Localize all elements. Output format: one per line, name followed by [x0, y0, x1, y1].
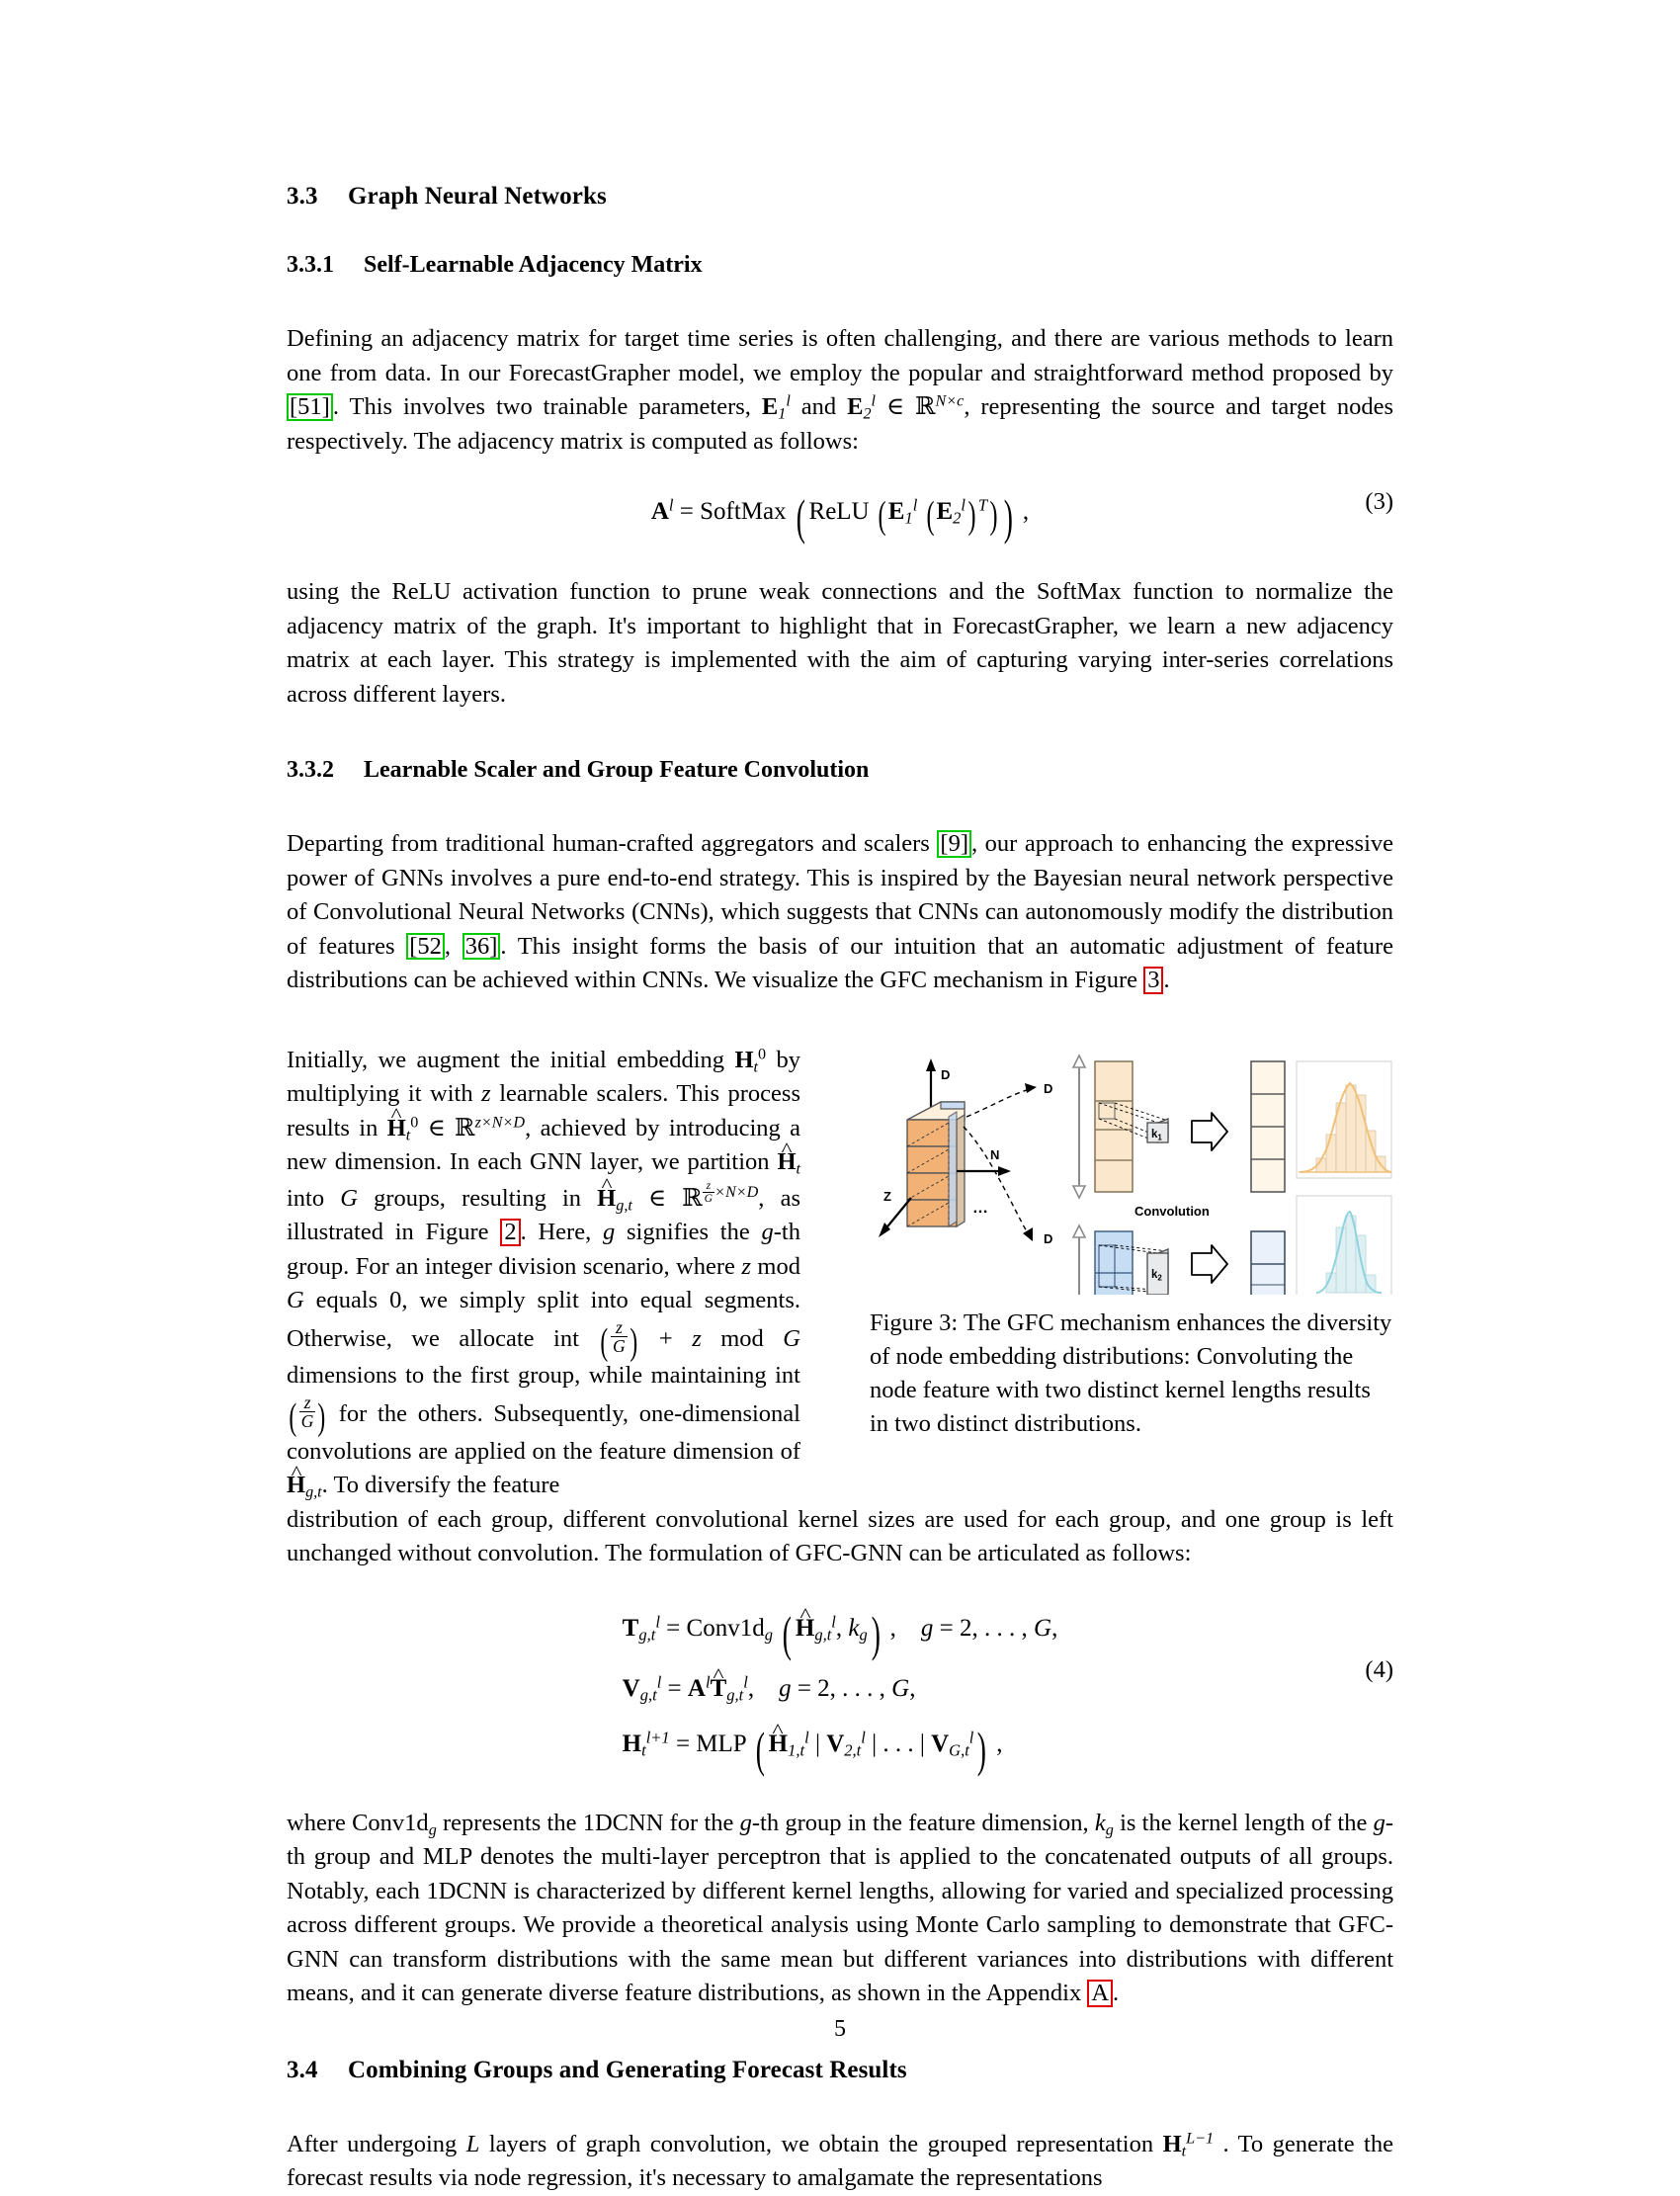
text-fragment: layers of graph convolution, we obtain the grouped representation [479, 2130, 1163, 2157]
math-g-3: g [739, 1809, 752, 1836]
text-fragment: , representing the source and target nodes respectively. The adjacency matrix is computed as follows: [287, 393, 1394, 455]
figure-3-graphic [870, 1048, 1393, 1295]
heading-section-3-4 [287, 2057, 1393, 2084]
figure-reference-3[interactable]: 3 [1143, 967, 1163, 994]
figure-reference-2[interactable]: 2 [500, 1219, 520, 1246]
text-fragment: Departing from traditional human-crafted aggregators and scalers [287, 830, 938, 857]
page-content [287, 183, 1393, 2196]
math-H-t-L-minus-1: $H_t^{L-1}$ [1162, 2130, 1215, 2160]
text-fragment: equals 0, we simply split into equal segments. Otherwise, we allocate int [287, 1287, 800, 1352]
convolution-label: Convolution [1134, 1203, 1210, 1219]
text-fragment: learnable scalers. This process results in [287, 1080, 800, 1141]
math-E2-l-in-R: $E_2^l$ ∈ ℝ$^{N\times c}$ [847, 392, 965, 423]
math-Hhat-t: ^ $H_t$ [777, 1148, 800, 1175]
text-fragment: for the others. Subsequently, one-dimensional convolutions are applied on the feature dimension of [287, 1399, 800, 1465]
text-fragment: . To diversify the feature [321, 1472, 560, 1499]
gfc-mechanism-diagram [870, 1048, 1393, 1295]
text-fragment: . This insight forms the basis of our intuition that an automatic adjustment of feature distributions can be achieved within CNNs. We visualize the GFC mechanism in Figure [287, 932, 1394, 993]
math-Hhat-g-t-2: ^ $H_{g,t}$ [287, 1472, 322, 1498]
top-convolution-row [1073, 1056, 1391, 1198]
math-int-z-over-G: ( $\frac{z}{G}$ ) [289, 1392, 326, 1439]
citation-9[interactable]: [9] [937, 830, 971, 858]
text-fragment: , our approach to enhancing the expressive power of GNNs involves a pure end-to-end strategy. This is inspired by the Bayesian neural network perspective of Convolutional Neural Networks (CNNs), which suggests that CNNs can autonomously modify the distribution of features [287, 830, 1394, 960]
equation-4-line-1: $T_{g,t}^l$ = $Conv1d_g$ ( ^ $H_{g,t}^l$, $k_g$) , g = 2, . . . , G, [623, 1615, 1058, 1642]
math-z: z [481, 1080, 491, 1107]
math-L: L [465, 2130, 480, 2157]
bottom-convolution-row [1073, 1196, 1391, 1295]
heading-section-3-3-1 [287, 252, 1393, 279]
svg-text:…: … [972, 1199, 988, 1217]
svg-text:D: D [1044, 1080, 1053, 1096]
math-z-mod-G: z mod G [287, 1252, 800, 1314]
paragraph-3-3-2-after-eq [287, 1807, 1393, 2011]
math-int-z-over-G-plus: ( $\frac{z}{G}$ ) + z mod G [600, 1316, 800, 1363]
equation-3-body: $A^l$ = SoftMax ( ReLU ($E_1^l$ $(E_2^l)$ $^T$) ) , [650, 489, 1030, 545]
spacer [287, 2084, 1393, 2128]
heading-section-3-3-2 [287, 757, 1393, 784]
text-fragment: by multiplying it with [287, 1046, 801, 1107]
svg-text:Z: Z [883, 1188, 891, 1204]
heading-section-3-3 [287, 183, 1393, 211]
spacer [287, 211, 1393, 252]
math-Hhat-t-0-in-R: ^ $H_t^0$ ∈ ℝ$^{z\times N\times D}$ [387, 1115, 525, 1141]
paragraph-3-3-1-after-eq: using the ReLU activation function to prune weak connections and the SoftMax function to normalize the adjacency matrix of the graph. It's important to highlight that in ForecastGrapher, we learn a new adjacency matrix at each layer. This strategy is implemented with the aim of capturing varying inter-series correlations across different layers. [287, 578, 1393, 708]
heading-3-3-2-number: 3.3.2 [287, 757, 334, 783]
text-fragment: . This involves two trainable parameters, [332, 393, 762, 420]
text-fragment: groups, resulting in [357, 1184, 598, 1212]
figure-3-caption-text: The GFC mechanism enhances the diversity of node embedding distributions: Convoluting the node feature with two distinct kernel lengths results in two distinct distributions. [870, 1309, 1392, 1437]
citation-36[interactable]: 36] [462, 933, 501, 961]
heading-3-3-2-title: Learnable Scaler and Group Feature Convolution [364, 757, 870, 783]
text-fragment: -th group and MLP denotes the multi-layer perceptron that is applied to the concatenated outputs of all groups. Notably, each 1DCNN is characterized by different kernel lengths, allowing for varied and specialized processing across different groups. We provide a theoretical analysis using Monte Carlo sampling to demonstrate that GFC-GNN can transform distributions with the same mean but different variances into distributions with different means, and it can generate diverse feature distributions, as shown in the Appendix [287, 1809, 1393, 2007]
text-fragment: and [790, 393, 848, 420]
spacer [287, 1571, 1393, 1601]
svg-text:D: D [941, 1066, 951, 1082]
paragraph-3-4-intro [287, 2128, 1393, 2196]
equation-4-body [623, 1601, 1058, 1777]
heading-3-3-1-title: Self-Learnable Adjacency Matrix [364, 252, 703, 278]
heading-3-3-1-number: 3.3.1 [287, 252, 334, 278]
equation-3-block [287, 488, 1393, 546]
text-fragment: represents the 1DCNN for the [436, 1809, 740, 1836]
citation-52[interactable]: [52 [406, 933, 445, 961]
paragraph-3-3-2-wrapped [287, 1044, 800, 1503]
heading-3-4-number: 3.4 [287, 2056, 318, 2083]
figure-3-container [870, 1048, 1393, 1441]
text-fragment: -th group in the feature dimension, [751, 1809, 1095, 1836]
text-fragment: signifies the [615, 1219, 762, 1246]
text-fragment: , achieved by introducing a new dimension. In each GNN layer, we partition [287, 1114, 800, 1175]
equation-4-block [287, 1601, 1393, 1777]
math-g-sub: g [428, 1821, 437, 1839]
spacer [287, 459, 1393, 488]
bottom-distribution-chart [1297, 1196, 1391, 1295]
math-g-2: g [761, 1219, 774, 1246]
svg-text:k1: $k_1$ [1151, 1128, 1162, 1141]
equation-3-number: (3) [1365, 488, 1393, 515]
text-fragment: is the kernel length of the [1113, 1809, 1374, 1836]
spacer [287, 998, 1393, 1044]
top-distribution-chart [1297, 1061, 1391, 1178]
math-G: G [340, 1184, 358, 1212]
embedding-cube-icon [879, 1058, 1011, 1237]
spacer [287, 712, 1393, 757]
equation-4-number: (4) [1365, 1655, 1393, 1683]
equation-4-line-2: $V_{g,t}^l$ = $A^l\^{}$ $T_{g,t}^l$, g = 2, . . . , G, [623, 1675, 916, 1702]
math-g: g [602, 1219, 616, 1246]
figure-and-text-region [287, 1044, 1393, 1503]
svg-text:D: D [1044, 1230, 1053, 1246]
page-number: 5 [834, 2016, 846, 2042]
text-fragment: . [1113, 1980, 1120, 2007]
math-Hhat-g-t-in-R: ^ $H_{g,t}$ ∈ ℝ $^{\frac{z}{G} \times N\times D}$ [597, 1185, 758, 1212]
figure-3-caption [870, 1307, 1393, 1441]
text-fragment: dimensions to the first group, while maintaining int [287, 1362, 800, 1390]
text-fragment: . [1163, 967, 1170, 993]
equation-4-line-3: $H_t^{l+1}$ = MLP ( ^ $H_{1,t}^l$ | $V_{2,t}^l$ | . . . | $V_{G,t}^l$) , [623, 1731, 1003, 1757]
text-fragment: , as illustrated in Figure [287, 1184, 800, 1246]
text-fragment: After undergoing [287, 2130, 466, 2157]
math-k-g: $k_g$ [1094, 1809, 1114, 1839]
text-fragment: , [444, 932, 462, 960]
expansion-connectors [964, 1081, 1052, 1246]
text-fragment: Defining an adjacency matrix for target time series is often challenging, and there are various methods to learn one from data. In our ForecastGrapher model, we employ the popular and straightforward method proposed by [287, 325, 1393, 386]
text-fragment: . To generate the forecast results via node regression, it's necessary to amalgamate the representations [287, 2130, 1393, 2192]
heading-3-4-title: Combining Groups and Generating Forecast Results [348, 2056, 907, 2083]
figure-3-label: Figure 3: [870, 1309, 959, 1336]
spacer [287, 784, 1393, 827]
heading-3-3-number: 3.3 [287, 183, 318, 210]
text-fragment: where Conv1d [287, 1809, 429, 1836]
text-fragment: Initially, we augment the initial embedding [287, 1046, 735, 1073]
paragraph-3-3-2-continue: distribution of each group, different convolutional kernel sizes are used for each group, and one group is left unchanged without convolution. The formulation of GFC-GNN can be articulated as follows: [287, 1505, 1393, 1567]
math-H-t-0: $H_t^0$ [734, 1046, 767, 1076]
text-fragment: -th group. For an integer division scenario, where [287, 1219, 800, 1280]
appendix-reference-a[interactable]: A [1087, 1980, 1113, 2007]
text-fragment: into [287, 1184, 341, 1212]
spacer [287, 279, 1393, 322]
paragraph-3-3-1-intro [287, 322, 1393, 459]
spacer [287, 546, 1393, 575]
spacer [287, 1777, 1393, 1807]
math-E1-l: $E_1^l$ [761, 392, 791, 423]
svg-text:N: N [990, 1146, 1000, 1162]
svg-text:k2: $k_2$ [1151, 1268, 1162, 1282]
text-fragment: . Here, [520, 1219, 603, 1246]
paragraph-3-3-2-intro [287, 827, 1393, 998]
heading-3-3-title: Graph Neural Networks [348, 183, 607, 210]
citation-51[interactable]: [51] [287, 393, 333, 421]
math-g-4: g [1373, 1809, 1386, 1836]
